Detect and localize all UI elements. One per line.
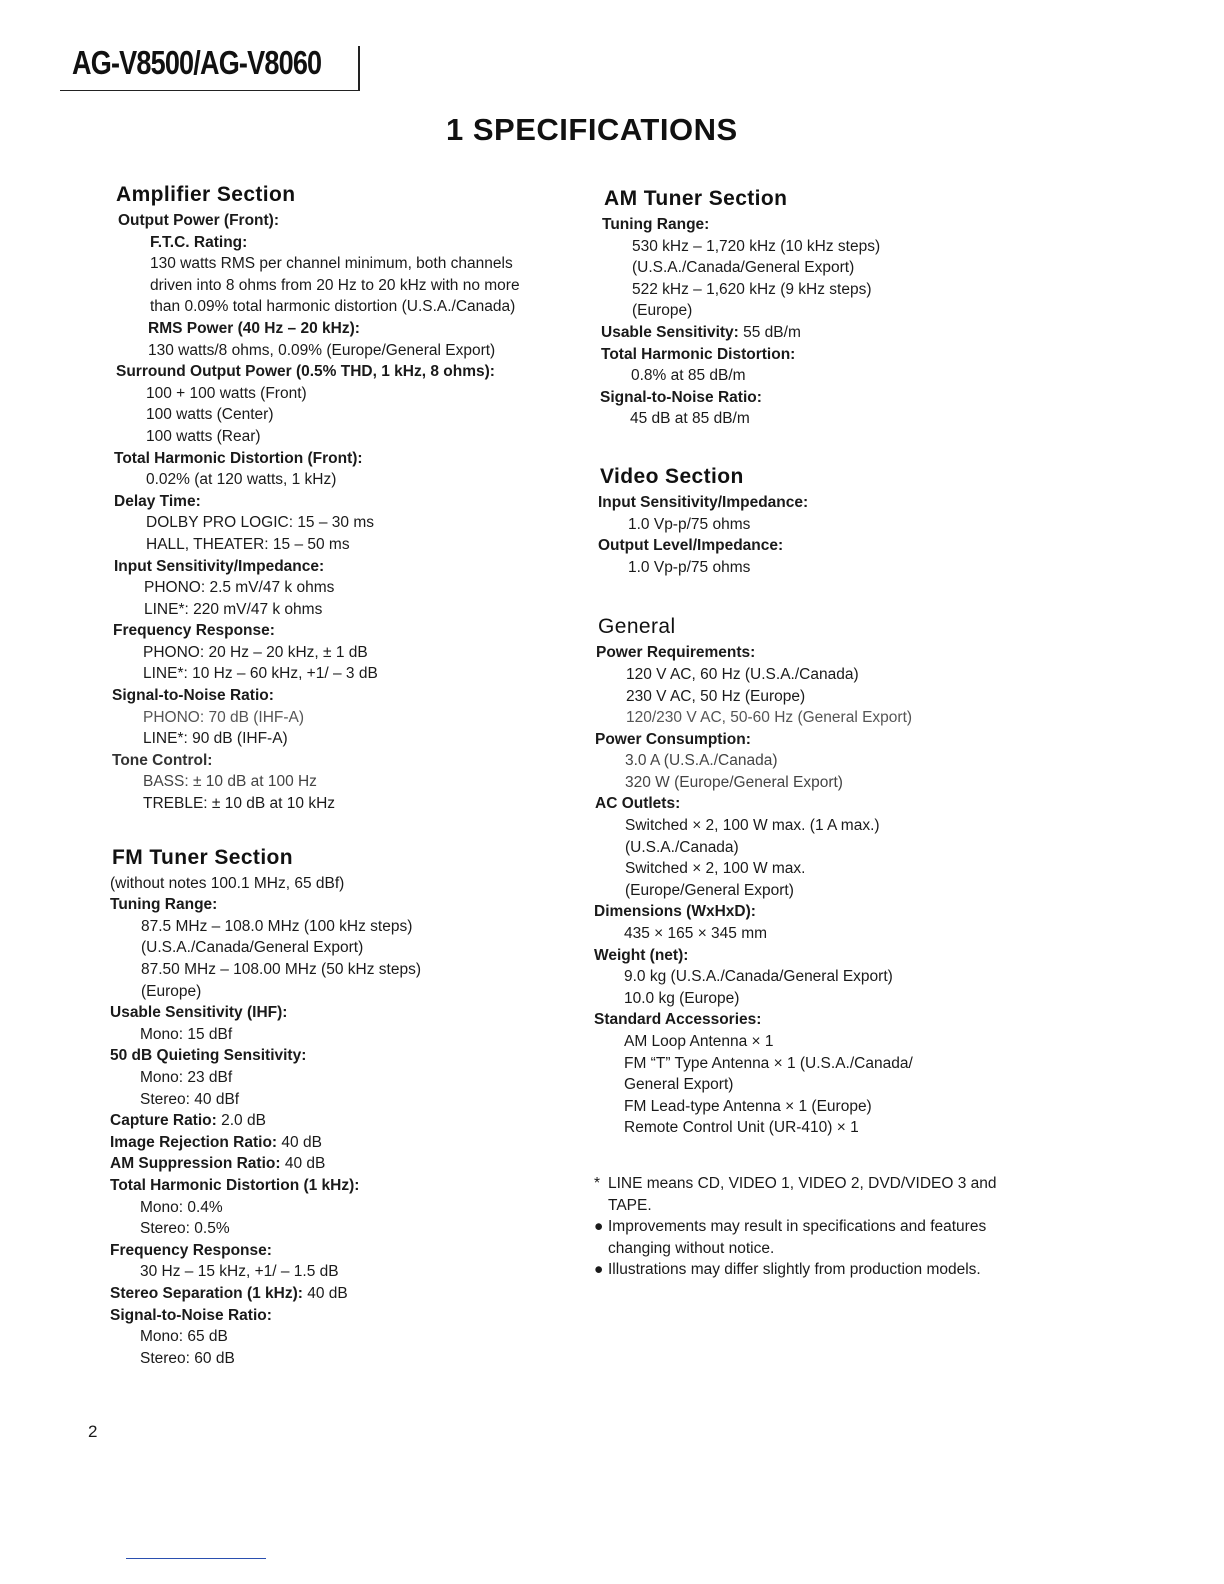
spec-value: TREBLE: ± 10 dB at 10 kHz xyxy=(143,795,336,813)
header-rule xyxy=(60,90,360,91)
spec-label: F.T.C. Rating: xyxy=(150,233,248,251)
spec-value: DOLBY PRO LOGIC: 15 – 30 ms xyxy=(146,514,374,532)
spec-value: FM “T” Type Antenna × 1 (U.S.A./Canada/ xyxy=(624,1054,913,1072)
spec-label: AM Suppression Ratio: xyxy=(110,1155,281,1173)
spec-value: 55 dB/m xyxy=(738,323,801,341)
footnote-text: changing without notice. xyxy=(608,1239,775,1257)
spec-label: Surround Output Power (0.5% THD, 1 kHz, 8 ohms): xyxy=(116,363,495,381)
spec-value: FM Lead-type Antenna × 1 (Europe) xyxy=(624,1097,872,1115)
spec-value: Stereo: 60 dB xyxy=(140,1349,235,1367)
spec-row xyxy=(110,1153,580,1175)
spec-value: 1.0 Vp-p/75 ohms xyxy=(628,558,751,576)
spec-label: Total Harmonic Distortion (Front): xyxy=(114,449,363,467)
spec-value: PHONO: 20 Hz – 20 kHz, ± 1 dB xyxy=(143,643,368,661)
section-heading: Amplifier Section xyxy=(116,183,296,206)
spec-value: 3.0 A (U.S.A./Canada) xyxy=(625,752,778,770)
spec-label: Power Consumption: xyxy=(595,730,751,748)
spec-value: Mono: 23 dBf xyxy=(140,1068,233,1086)
spec-label: Signal-to-Noise Ratio: xyxy=(600,388,762,406)
spec-label: Power Requirements: xyxy=(596,644,756,662)
spec-value: 40 dB xyxy=(280,1155,326,1173)
spec-value: (Europe/General Export) xyxy=(625,881,794,899)
spec-label: Signal-to-Noise Ratio: xyxy=(110,1306,272,1324)
spec-label: Frequency Response: xyxy=(110,1241,272,1259)
spec-value: 435 × 165 × 345 mm xyxy=(624,925,768,943)
spec-value: 130 watts RMS per channel minimum, both channels xyxy=(150,255,513,273)
spec-label: Total Harmonic Distortion: xyxy=(601,345,796,363)
header-divider xyxy=(358,46,360,91)
spec-value: 87.5 MHz – 108.0 MHz (100 kHz steps) xyxy=(141,917,413,935)
spec-label: Input Sensitivity/Impedance: xyxy=(598,493,809,511)
spec-label: Tone Control: xyxy=(112,751,213,769)
spec-row xyxy=(594,322,1064,344)
spec-value: 530 kHz – 1,720 kHz (10 kHz steps) xyxy=(632,237,881,255)
spec-label: Input Sensitivity/Impedance: xyxy=(114,557,325,575)
page-number: 2 xyxy=(88,1422,98,1441)
spec-label: Capture Ratio: xyxy=(110,1112,217,1130)
spec-value: Stereo: 40 dBf xyxy=(140,1090,240,1108)
spec-value: 1.0 Vp-p/75 ohms xyxy=(628,515,751,533)
bullet-icon: ● xyxy=(594,1261,604,1279)
spec-row xyxy=(110,1110,580,1132)
spec-label: Usable Sensitivity (IHF): xyxy=(110,1004,288,1022)
spec-value: 100 + 100 watts (Front) xyxy=(146,384,307,402)
spec-value: (Europe) xyxy=(632,302,693,320)
spec-value: (U.S.A./Canada) xyxy=(625,838,739,856)
spec-value: driven into 8 ohms from 20 Hz to 20 kHz with no more xyxy=(150,276,520,294)
general-section xyxy=(594,612,1064,1139)
spec-label: RMS Power (40 Hz – 20 kHz): xyxy=(148,319,360,337)
bottom-rule xyxy=(126,1558,266,1559)
spec-value: 100 watts (Center) xyxy=(146,406,274,424)
spec-label: Tuning Range: xyxy=(110,896,218,914)
spec-row xyxy=(110,1283,580,1305)
spec-value: Stereo: 0.5% xyxy=(140,1220,230,1238)
spec-value: HALL, THEATER: 15 – 50 ms xyxy=(146,535,350,553)
spec-value: 40 dB xyxy=(277,1133,322,1151)
spec-value: 0.8% at 85 dB/m xyxy=(631,367,746,385)
footnote-bullet xyxy=(594,1216,1064,1259)
spec-value: Mono: 0.4% xyxy=(140,1198,223,1216)
spec-label: Stereo Separation (1 kHz): xyxy=(110,1284,303,1302)
footnote-text: LINE means CD, VIDEO 1, VIDEO 2, DVD/VIDEO 3 and xyxy=(608,1174,997,1192)
right-column xyxy=(594,184,1064,1281)
spec-value: 120 V AC, 60 Hz (U.S.A./Canada) xyxy=(626,665,859,683)
spec-value: 2.0 dB xyxy=(216,1112,266,1130)
footnote-text: TAPE. xyxy=(608,1196,652,1214)
footnote-text: Improvements may result in specifications and features xyxy=(608,1218,987,1236)
spec-value: 9.0 kg (U.S.A./Canada/General Export) xyxy=(624,968,893,986)
spec-value: 522 kHz – 1,620 kHz (9 kHz steps) xyxy=(632,280,872,298)
spec-label: Output Power (Front): xyxy=(118,212,279,229)
footnote-asterisk xyxy=(594,1173,1064,1216)
spec-value: (Europe) xyxy=(141,982,202,1000)
spec-note: (without notes 100.1 MHz, 65 dBf) xyxy=(110,874,345,892)
spec-label: Dimensions (WxHxD): xyxy=(594,903,756,921)
spec-label: Usable Sensitivity: xyxy=(601,323,739,341)
spec-value: (U.S.A./Canada/General Export) xyxy=(141,939,364,957)
spec-value: Remote Control Unit (UR-410) × 1 xyxy=(624,1119,859,1137)
bullet-icon: ● xyxy=(594,1218,604,1236)
left-column xyxy=(110,180,580,1369)
spec-label: Image Rejection Ratio: xyxy=(110,1133,278,1151)
section-heading: General xyxy=(598,615,676,639)
spec-value: Switched × 2, 100 W max. (1 A max.) xyxy=(625,817,880,835)
spec-value: Mono: 15 dBf xyxy=(140,1025,233,1043)
spec-value: 45 dB at 85 dB/m xyxy=(630,410,750,428)
section-heading: Video Section xyxy=(600,464,744,488)
spec-value: (U.S.A./Canada/General Export) xyxy=(632,259,855,277)
spec-label: AC Outlets: xyxy=(595,795,681,813)
spec-label: Frequency Response: xyxy=(113,622,275,640)
spec-value: 30 Hz – 15 kHz, +1/ – 1.5 dB xyxy=(140,1263,339,1281)
page-title: 1 SPECIFICATIONS xyxy=(446,112,738,147)
spec-value: 87.50 MHz – 108.00 MHz (50 kHz steps) xyxy=(141,961,421,978)
spec-label: Signal-to-Noise Ratio: xyxy=(112,687,274,705)
spec-value: 320 W (Europe/General Export) xyxy=(625,773,843,791)
spec-value: than 0.09% total harmonic distortion (U.S.A./Canada) xyxy=(150,298,516,316)
spec-label: Delay Time: xyxy=(114,492,201,510)
spec-label: Tuning Range: xyxy=(602,216,710,233)
spec-value: PHONO: 2.5 mV/47 k ohms xyxy=(144,579,335,597)
spec-value: LINE*: 220 mV/47 k ohms xyxy=(144,600,323,618)
spec-row xyxy=(110,1132,580,1154)
spec-value: 130 watts/8 ohms, 0.09% (Europe/General Export) xyxy=(148,341,496,359)
spec-value: Mono: 65 dB xyxy=(140,1328,228,1346)
section-heading: FM Tuner Section xyxy=(112,845,294,869)
amplifier-section xyxy=(110,180,580,815)
am-tuner-section xyxy=(594,184,1064,430)
spec-value: 40 dB xyxy=(302,1284,348,1302)
spec-value: PHONO: 70 dB (IHF-A) xyxy=(143,708,305,726)
model-number: AG-V8500/AG-V8060 xyxy=(72,44,322,81)
spec-value: LINE*: 10 Hz – 60 kHz, +1/ – 3 dB xyxy=(143,665,378,683)
spec-label: 50 dB Quieting Sensitivity: xyxy=(110,1047,307,1065)
spec-label: Total Harmonic Distortion (1 kHz): xyxy=(110,1176,360,1194)
spec-label: Weight (net): xyxy=(594,946,689,964)
fm-tuner-section xyxy=(110,843,580,1370)
spec-label: Standard Accessories: xyxy=(594,1011,762,1029)
spec-value: LINE*: 90 dB (IHF-A) xyxy=(143,730,288,748)
video-section xyxy=(594,462,1064,578)
spec-value: Switched × 2, 100 W max. xyxy=(625,860,806,878)
spec-value: 100 watts (Rear) xyxy=(146,427,261,445)
footnote-bullet xyxy=(594,1259,1064,1281)
spec-value: General Export) xyxy=(624,1076,734,1094)
spec-value: 10.0 kg (Europe) xyxy=(624,989,740,1007)
spec-value: 230 V AC, 50 Hz (Europe) xyxy=(626,687,806,705)
footnote-text: Illustrations may differ slightly from production models. xyxy=(608,1261,981,1279)
spec-label: Output Level/Impedance: xyxy=(598,537,784,555)
section-heading: AM Tuner Section xyxy=(604,187,788,210)
asterisk-mark: * xyxy=(594,1174,601,1192)
spec-value: BASS: ± 10 dB at 100 Hz xyxy=(143,773,317,791)
footnotes xyxy=(594,1173,1064,1281)
spec-value: 0.02% (at 120 watts, 1 kHz) xyxy=(146,471,337,489)
spec-value: 120/230 V AC, 50-60 Hz (General Export) xyxy=(626,709,913,727)
spec-value: AM Loop Antenna × 1 xyxy=(624,1033,774,1050)
